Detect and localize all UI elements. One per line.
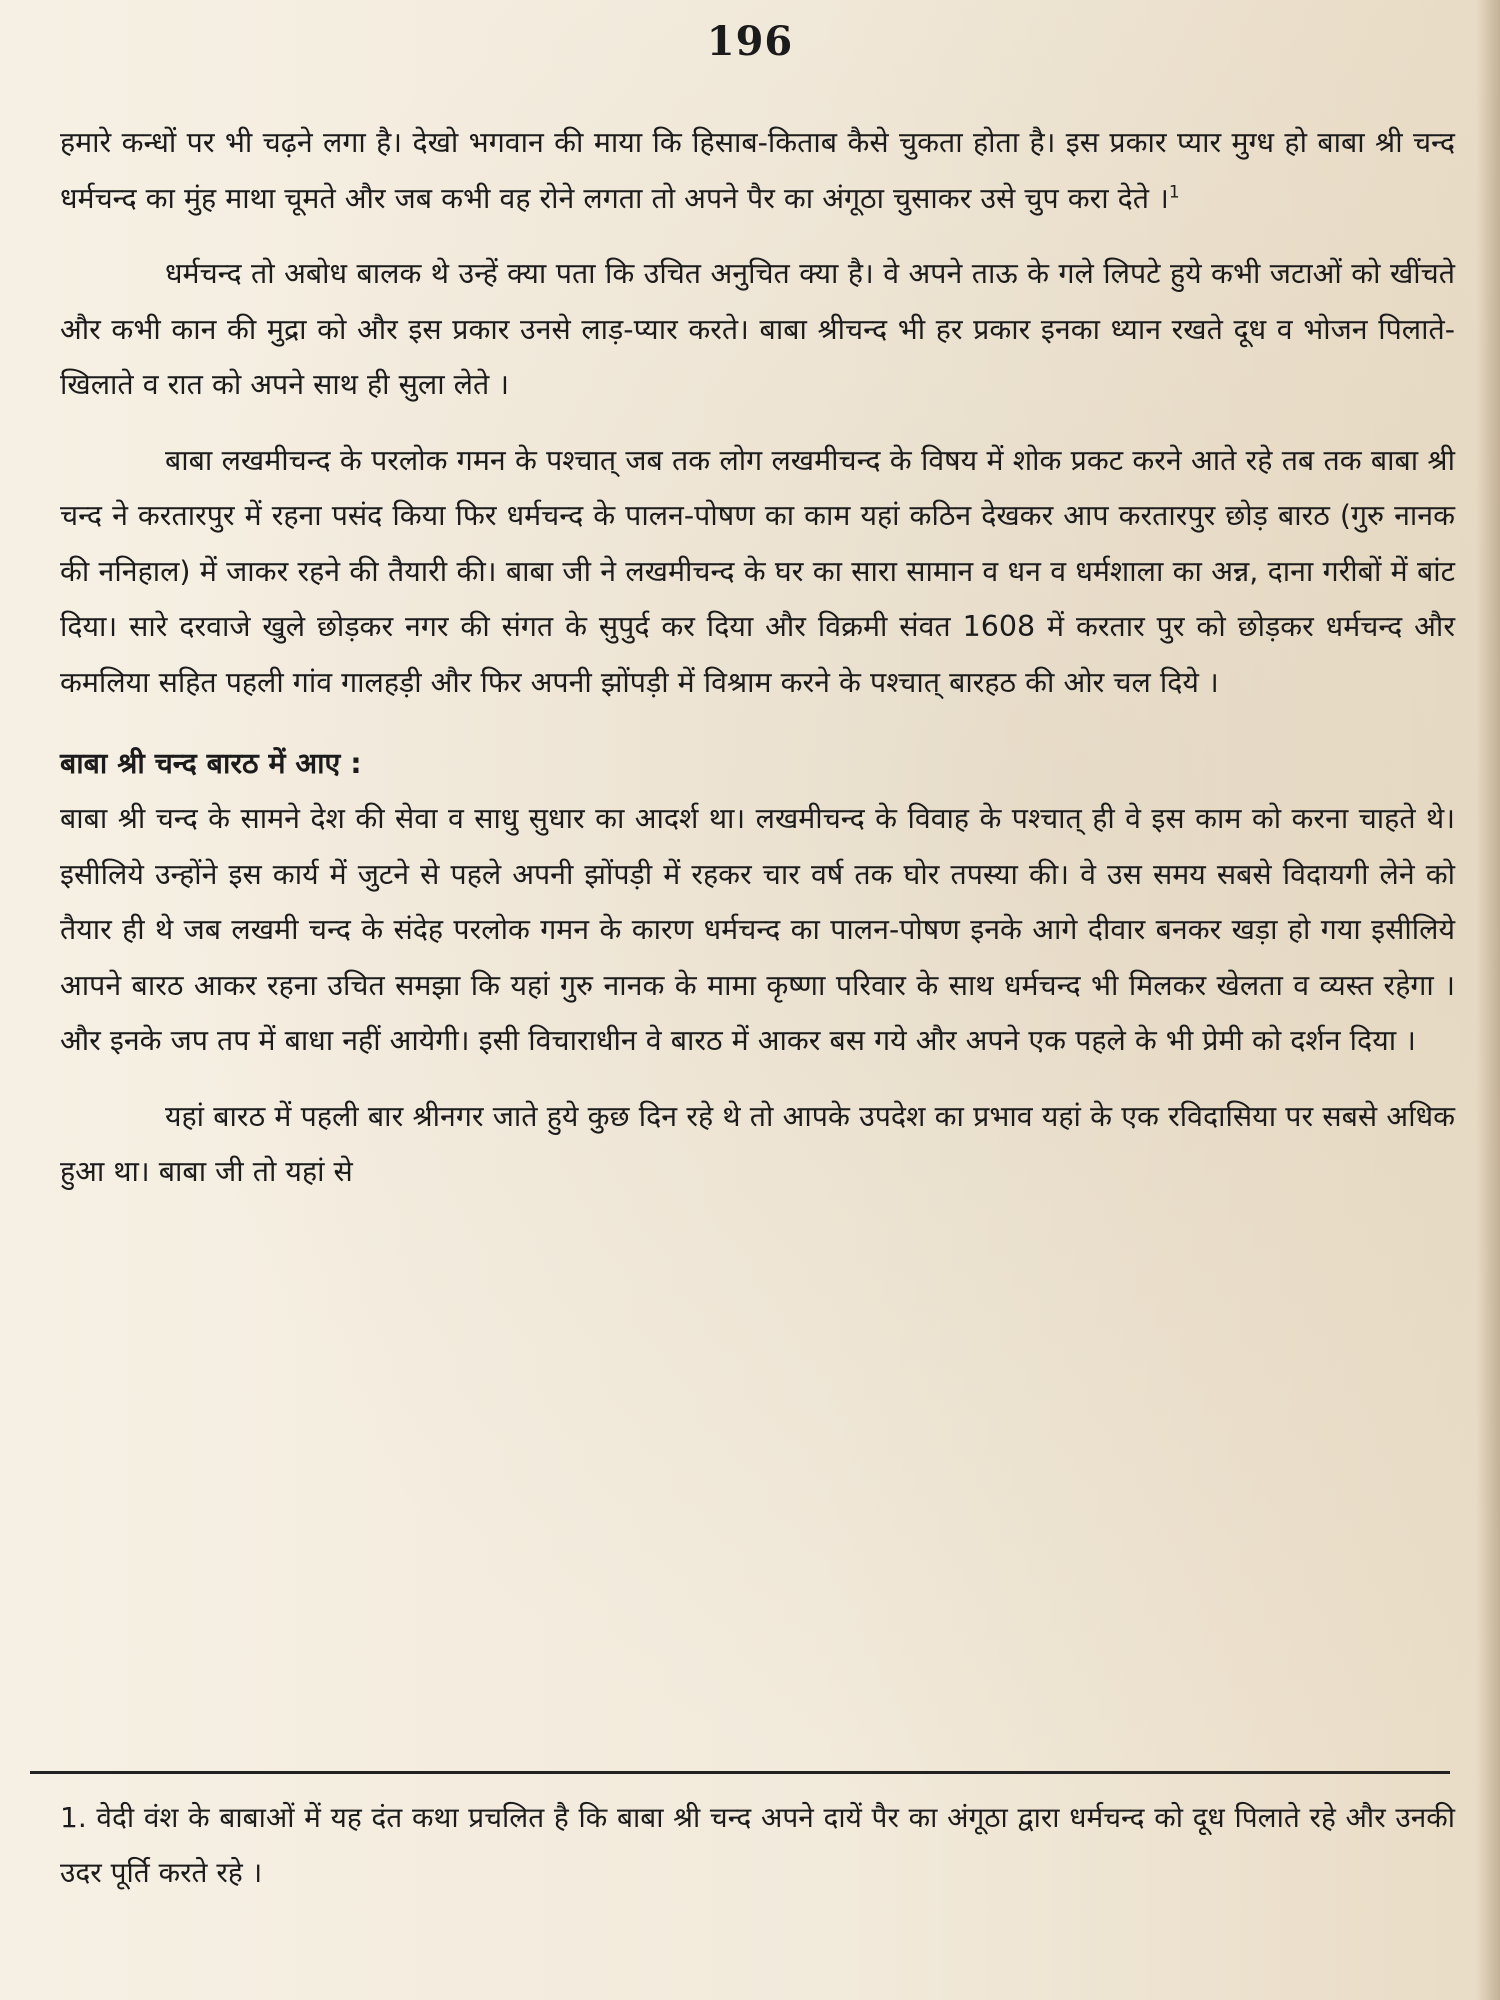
paragraph-1 <box>60 115 1455 226</box>
page-number: 196 <box>706 18 794 65</box>
section-heading: बाबा श्री चन्द बारठ में आए : <box>60 747 362 780</box>
footnote: 1. वेदी वंश के बाबाओं में यह दंत कथा प्रचलित है कि बाबा श्री चन्द अपने दायें पैर का अंगूठा द्वारा धर्मचन्द को दूध पिलाते रहे और उनकी उदर पूर्ति करते रहे । <box>60 1801 1455 1889</box>
main-text <box>60 115 1455 1200</box>
paragraph-gap <box>60 710 1455 730</box>
paragraph-gap <box>60 1069 1455 1089</box>
paragraph-gap <box>60 413 1455 433</box>
paragraph-5: यहां बारठ में पहली बार श्रीनगर जाते हुये कुछ दिन रहे थे तो आपके उपदेश का प्रभाव यहां के एक रविदासिया पर सबसे अधिक हुआ था। बाबा जी तो यहां से <box>60 1099 1455 1188</box>
paragraph-gap <box>60 226 1455 246</box>
footnote-divider <box>30 1771 1450 1774</box>
footnote-reference: 1 <box>1168 182 1180 202</box>
paragraph-1-text: हमारे कन्धों पर भी चढ़ने लगा है। देखो भगवान की माया कि हिसाब-किताब कैसे चुकता होता है। इस प्रकार प्यार मुग्ध हो बाबा श्री चन्द धर्मचन्द का मुंह माथा चूमते और जब कभी वह रोने लगता तो अपने पैर का अंगूठा चुसाकर उसे चुप करा देते । <box>60 126 1455 215</box>
paragraph-4: बाबा श्री चन्द के सामने देश की सेवा व साधु सुधार का आदर्श था। लखमीचन्द के विवाह के पश्चात् ही वे इस काम को करना चाहते थे। इसीलिये उन्होंने इस कार्य में जुटने से पहले अपनी झोंपड़ी में रहकर चार वर्ष तक घोर तपस्या की। वे उस समय सबसे विदायगी लेने को तैयार ही थे जब लखमी चन्द के संदेह परलोक गमन के कारण धर्मचन्द का पालन-पोषण इनके आगे दीवार बनकर खड़ा हो गया इसीलिये आपने बारठ आकर रहना उचित समझा कि यहां गुरु नानक के मामा कृष्णा परिवार के साथ धर्मचन्द भी मिलकर खेलता व व्यस्त रहेगा । और इनके जप तप में बाधा नहीं आयेगी। इसी विचाराधीन वे बारठ में आकर बस गये और अपने एक पहले के भी प्रेमी को दर्शन दिया । <box>60 802 1455 1057</box>
paragraph-3: बाबा लखमीचन्द के परलोक गमन के पश्चात् जब तक लोग लखमीचन्द के विषय में शोक प्रकट करने आते रहे तब तक बाबा श्री चन्द ने करतारपुर में रहना पसंद किया फिर धर्मचन्द के पालन-पोषण का काम यहां कठिन देखकर आप करतारपुर छोड़ बारठ (गुरु नानक की ननिहाल) में जाकर रहने की तैयारी की। बाबा जी ने लखमीचन्द के घर का सारा सामान व धन व धर्मशाला का अन्न, दाना गरीबों में बांट दिया। सारे दरवाजे खुले छोड़कर नगर की संगत के सुपुर्द कर दिया और विक्रमी संवत 1608 में करतार पुर को छोड़कर धर्मचन्द और कमलिया सहित पहली गांव गालहड़ी और फिर अपनी झोंपड़ी में विश्राम करने के पश्चात् बारहठ की ओर चल दिये । <box>60 443 1455 699</box>
paragraph-2: धर्मचन्द तो अबोध बालक थे उन्हें क्या पता कि उचित अनुचित क्या है। वे अपने ताऊ के गले लिपटे हुये कभी जटाओं को खींचते और कभी कान की मुद्रा को और इस प्रकार उनसे लाड़-प्यार करते। बाबा श्रीचन्द भी हर प्रकार इनका ध्यान रखते दूध व भोजन पिलाते-खिलाते व रात को अपने साथ ही सुला लेते । <box>60 257 1455 401</box>
page-edge-shadow <box>1476 0 1500 2000</box>
